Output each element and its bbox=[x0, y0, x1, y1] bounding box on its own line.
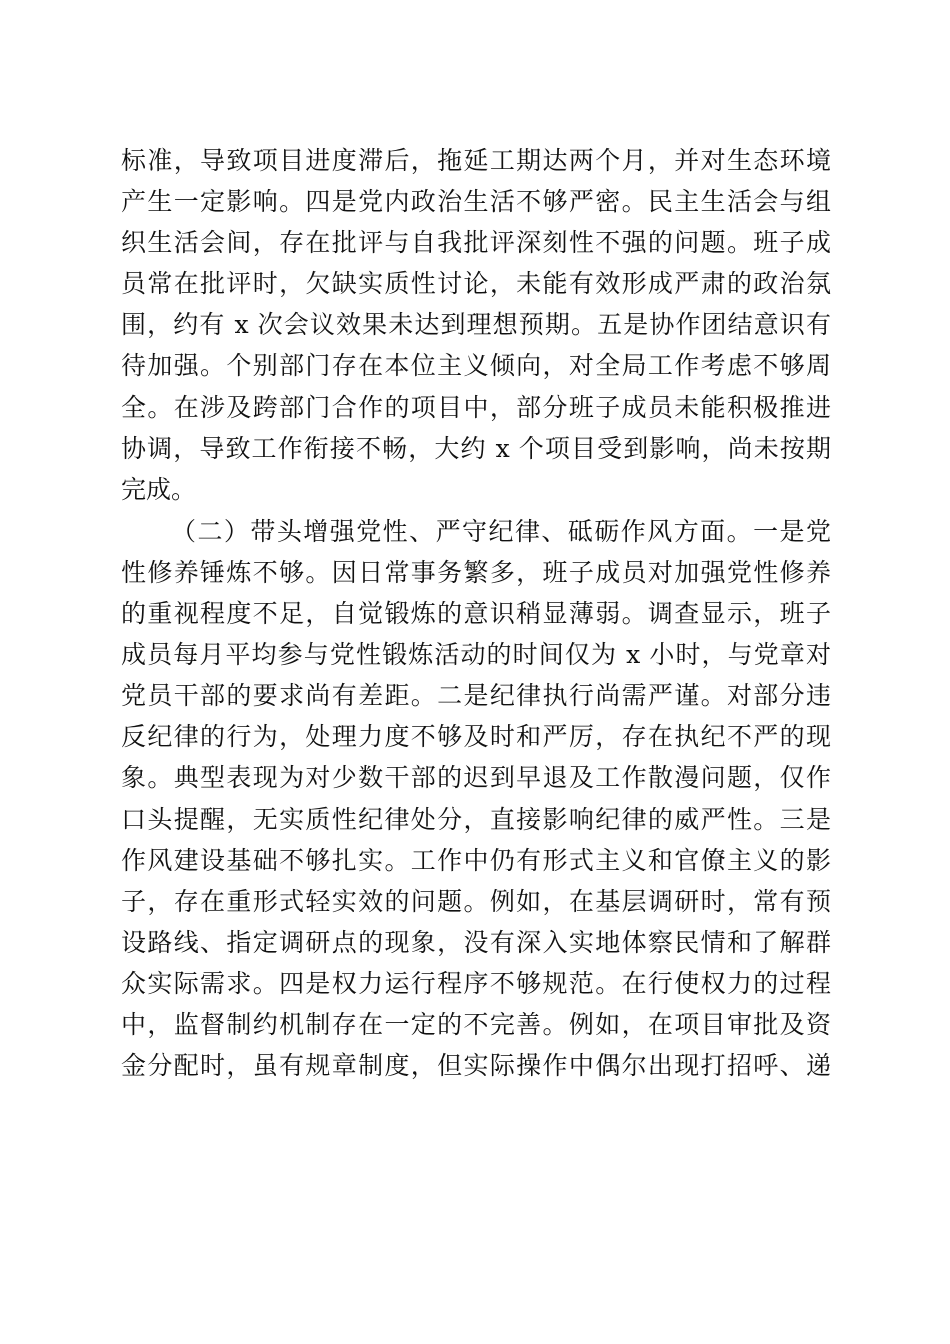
text-line: 围，约有 x 次会议效果未达到理想预期。五是协作团结意识有 bbox=[121, 310, 831, 340]
text-line: 中，监督制约机制存在一定的不完善。例如，在项目审批及资 bbox=[121, 1009, 831, 1039]
text-line: 金分配时，虽有规章制度，但实际操作中偶尔出现打招呼、递 bbox=[121, 1051, 831, 1081]
text-line: 产生一定影响。四是党内政治生活不够严密。民主生活会与组 bbox=[121, 187, 831, 217]
text-line: 全。在涉及跨部门合作的项目中，部分班子成员未能积极推进 bbox=[121, 392, 831, 422]
paragraph-1 bbox=[121, 140, 831, 510]
text-line: 织生活会间，存在批评与自我批评深刻性不强的问题。班子成 bbox=[121, 228, 831, 258]
text-line: 协调，导致工作衔接不畅，大约 x 个项目受到影响，尚未按期 bbox=[121, 433, 831, 463]
text-line: 口头提醒，无实质性纪律处分，直接影响纪律的威严性。三是 bbox=[121, 804, 831, 834]
document-body bbox=[121, 140, 831, 1086]
text-line: 标准，导致项目进度滞后，拖延工期达两个月，并对生态环境 bbox=[121, 146, 831, 175]
text-line: 性修养锤炼不够。因日常事务繁多，班子成员对加强党性修养 bbox=[121, 557, 831, 587]
section-heading-line: （二）带头增强党性、严守纪律、砥砺作风方面。一是党 bbox=[171, 516, 831, 546]
text-line: 子，存在重形式轻实效的问题。例如，在基层调研时，常有预 bbox=[121, 886, 831, 916]
text-line: 完成。 bbox=[121, 474, 197, 504]
text-line: 众实际需求。四是权力运行程序不够规范。在行使权力的过程 bbox=[121, 968, 831, 998]
text-line: 象。典型表现为对少数干部的迟到早退及工作散漫问题，仅作 bbox=[121, 763, 831, 793]
text-line: 作风建设基础不够扎实。工作中仍有形式主义和官僚主义的影 bbox=[121, 845, 831, 875]
text-line: 待加强。个别部门存在本位主义倾向，对全局工作考虑不够周 bbox=[121, 351, 831, 381]
text-line: 的重视程度不足，自觉锻炼的意识稍显薄弱。调查显示，班子 bbox=[121, 599, 831, 629]
text-line: 党员干部的要求尚有差距。二是纪律执行尚需严谨。对部分违 bbox=[121, 681, 831, 711]
text-line: 成员每月平均参与党性锻炼活动的时间仅为 x 小时，与党章对 bbox=[121, 640, 831, 670]
text-line: 设路线、指定调研点的现象，没有深入实地体察民情和了解群 bbox=[121, 927, 831, 957]
text-line: 反纪律的行为，处理力度不够及时和严厉，存在执纪不严的现 bbox=[121, 722, 831, 752]
paragraph-2 bbox=[121, 511, 831, 1086]
text-line: 员常在批评时，欠缺实质性讨论，未能有效形成严肃的政治氛 bbox=[121, 269, 831, 299]
